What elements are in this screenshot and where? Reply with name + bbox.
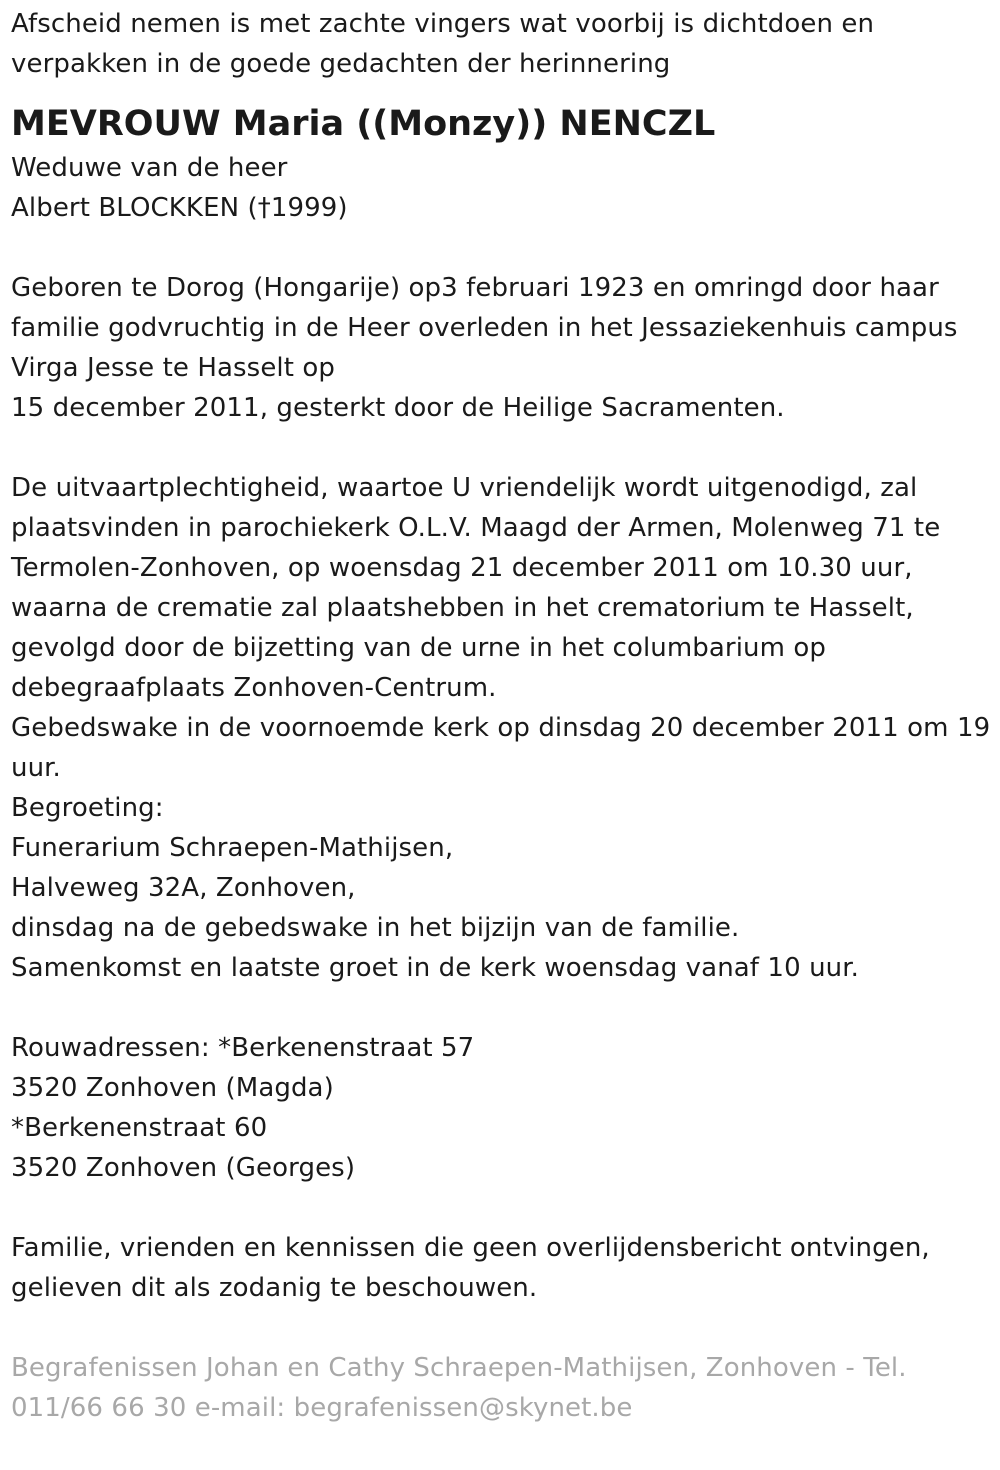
text-line: De uitvaartplechtigheid, waartoe U vriendelijk wordt uitgenodigd, zal	[11, 473, 918, 503]
text-line: Begroeting:	[11, 793, 164, 823]
text-line: plaatsvinden in parochiekerk O.L.V. Maagd der Armen, Molenweg 71 te	[11, 513, 941, 543]
text-line: Halveweg 32A, Zonhoven,	[11, 873, 356, 903]
address-line: 3520 Zonhoven (Georges)	[11, 1153, 356, 1183]
closing-paragraph	[11, 1228, 991, 1308]
motto-line: Afscheid nemen is met zachte vingers wat voorbij is dichtdoen en	[11, 9, 875, 39]
relation-block	[11, 148, 991, 228]
motto-block	[11, 4, 991, 84]
spacer	[11, 228, 991, 268]
text-line: Gebedswake in de voornoemde kerk op dinsdag 20 december 2011 om 19	[11, 713, 991, 743]
obituary-notice	[11, 4, 991, 1428]
funeral-paragraph	[11, 468, 991, 988]
undertaker-footer	[11, 1348, 991, 1428]
address-line: 3520 Zonhoven (Magda)	[11, 1073, 334, 1103]
text-line: waarna de crematie zal plaatshebben in het crematorium te Hasselt,	[11, 593, 914, 623]
address-line: Rouwadressen: *Berkenenstraat 57	[11, 1033, 475, 1063]
text-line: 15 december 2011, gesterkt door de Heilige Sacramenten.	[11, 393, 785, 423]
text-line: dinsdag na de gebedswake in het bijzijn van de familie.	[11, 913, 740, 943]
spacer	[11, 1308, 991, 1348]
address-line: *Berkenenstraat 60	[11, 1113, 268, 1143]
footer-line: 011/66 66 30 e-mail: begrafenissen@skynet.be	[11, 1393, 633, 1423]
motto-line: verpakken in de goede gedachten der herinnering	[11, 49, 671, 79]
text-line: Geboren te Dorog (Hongarije) op3 februari 1923 en omringd door haar	[11, 273, 939, 303]
spacer	[11, 988, 991, 1028]
text-line: uur.	[11, 753, 61, 783]
text-line: Funerarium Schraepen-Mathijsen,	[11, 833, 454, 863]
spacer	[11, 1188, 991, 1228]
relation-line: Weduwe van de heer	[11, 153, 288, 183]
deceased-name: MEVROUW Maria ((Monzy)) NENCZL	[11, 104, 716, 144]
text-line: Samenkomst en laatste groet in de kerk woensdag vanaf 10 uur.	[11, 953, 860, 983]
text-line: familie godvruchtig in de Heer overleden in het Jessaziekenhuis campus	[11, 313, 958, 343]
footer-line: Begrafenissen Johan en Cathy Schraepen-Mathijsen, Zonhoven - Tel.	[11, 1353, 907, 1383]
text-line: gevolgd door de bijzetting van de urne in het columbarium op	[11, 633, 827, 663]
relation-line: Albert BLOCKKEN (†1999)	[11, 193, 348, 223]
text-line: Familie, vrienden en kennissen die geen overlijdensbericht ontvingen,	[11, 1233, 930, 1263]
text-line: Virga Jesse te Hasselt op	[11, 353, 336, 383]
text-line: gelieven dit als zodanig te beschouwen.	[11, 1273, 538, 1303]
birth-death-paragraph	[11, 268, 991, 428]
addresses-paragraph	[11, 1028, 991, 1188]
text-line: debegraafplaats Zonhoven-Centrum.	[11, 673, 497, 703]
spacer	[11, 428, 991, 468]
text-line: Termolen-Zonhoven, op woensdag 21 december 2011 om 10.30 uur,	[11, 553, 913, 583]
